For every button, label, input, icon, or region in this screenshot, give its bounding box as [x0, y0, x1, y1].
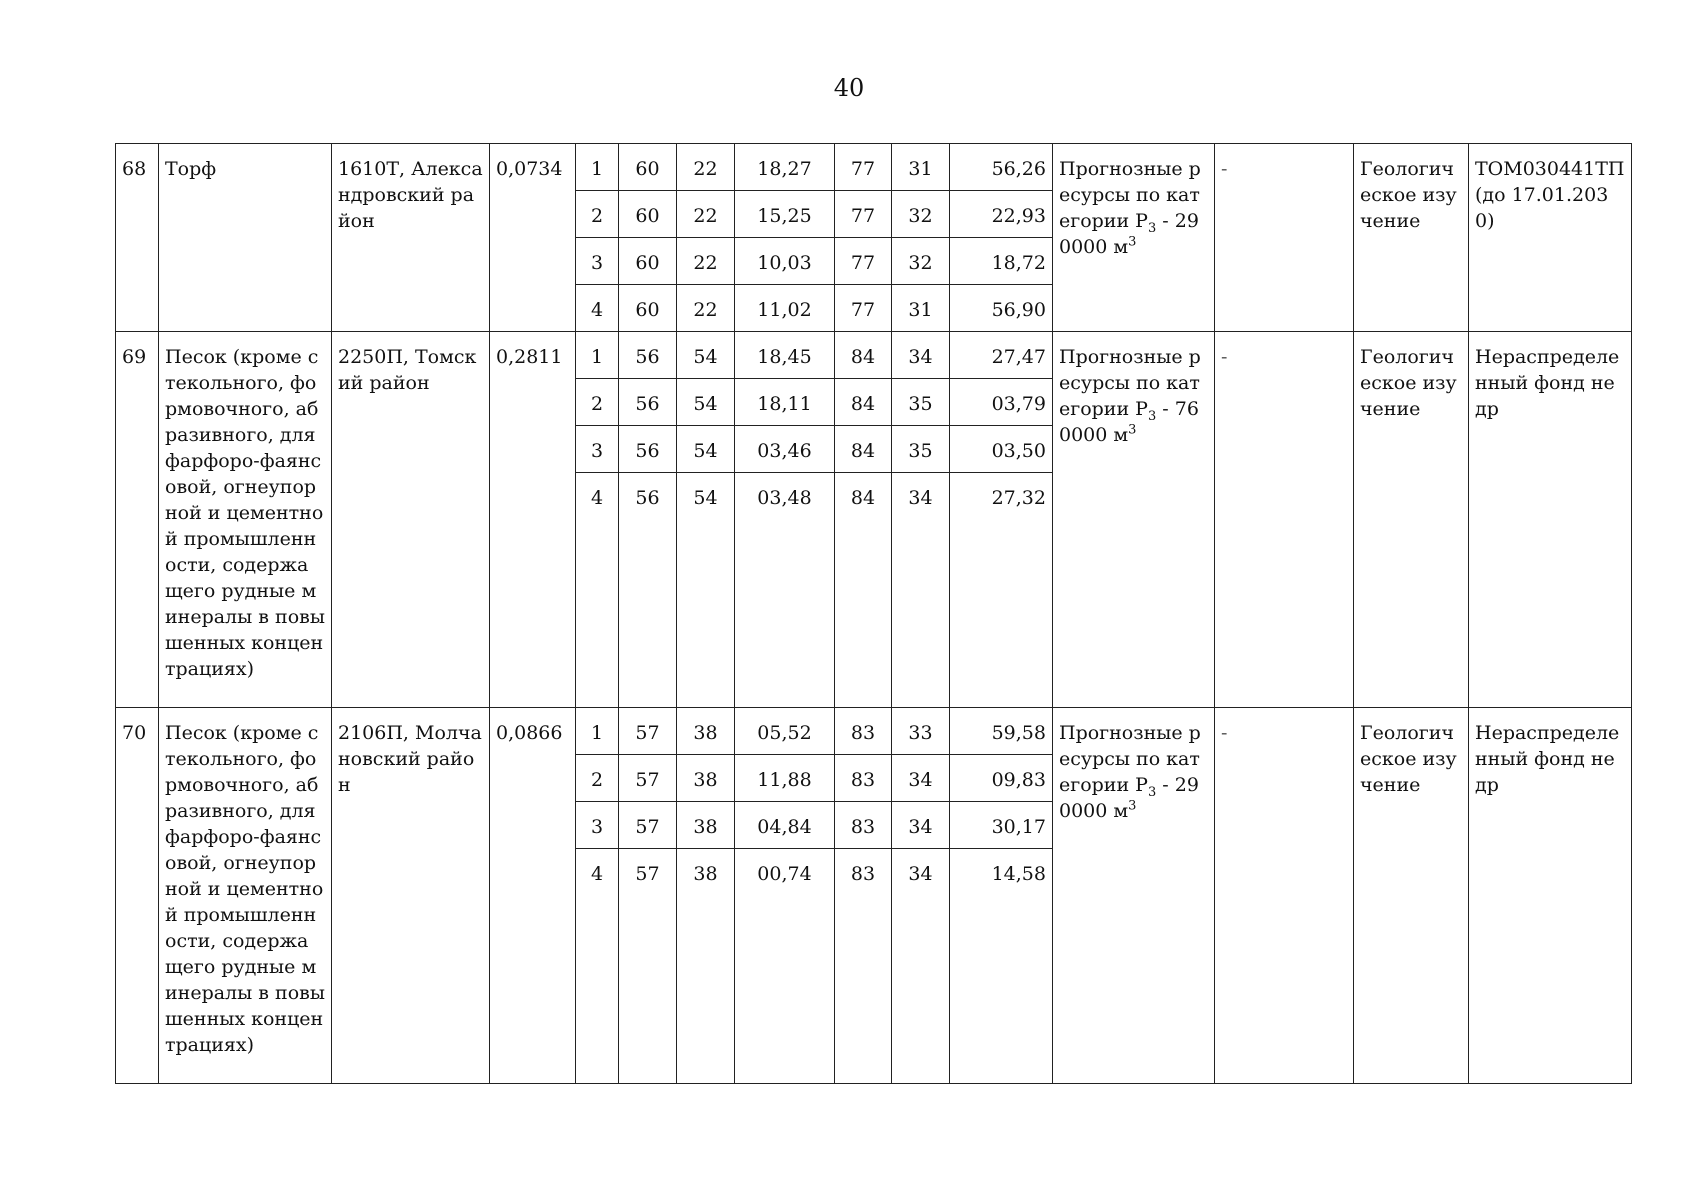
resources-value: - 290000 м	[1059, 774, 1199, 822]
longitude-degrees: 83	[835, 755, 892, 802]
latitude-seconds: 18,11	[735, 379, 835, 426]
row-id: 69	[116, 332, 159, 708]
latitude-seconds: 11,88	[735, 755, 835, 802]
resources-unit-superscript: 3	[1128, 798, 1137, 814]
longitude-degrees: 77	[835, 144, 892, 191]
point-number: 3	[576, 802, 619, 849]
license-status: ТОМ030441ТП (до 17.01.2030)	[1469, 144, 1632, 332]
license-status: Нераспределенный фонд недр	[1469, 332, 1632, 708]
longitude-minutes: 35	[892, 426, 950, 473]
latitude-minutes: 54	[677, 332, 735, 379]
latitude-degrees: 56	[619, 426, 677, 473]
longitude-minutes: 32	[892, 238, 950, 285]
mineral-name: Песок (кроме стекольного, формовочного, абразивного, для фарфоро-фаянсовой, огнеупорной и цементной промышленности, содержащего рудные минералы в повышенных концентрациях)	[159, 332, 332, 708]
longitude-minutes: 34	[892, 332, 950, 379]
resources-prefix: Прогнозные ресурсы по категории P	[1059, 346, 1201, 420]
longitude-minutes: 33	[892, 708, 950, 755]
latitude-degrees: 60	[619, 191, 677, 238]
resources-value: - 290000 м	[1059, 210, 1199, 258]
longitude-minutes: 35	[892, 379, 950, 426]
license-status: Нераспределенный фонд недр	[1469, 708, 1632, 1084]
latitude-seconds: 10,03	[735, 238, 835, 285]
forecast-resources	[1053, 144, 1215, 332]
longitude-minutes: 34	[892, 849, 950, 1084]
latitude-minutes: 38	[677, 849, 735, 1084]
point-number: 2	[576, 191, 619, 238]
latitude-minutes: 54	[677, 426, 735, 473]
longitude-seconds: 09,83	[950, 755, 1053, 802]
longitude-degrees: 84	[835, 379, 892, 426]
table-row	[116, 708, 1632, 755]
latitude-seconds: 05,52	[735, 708, 835, 755]
table-row	[116, 332, 1632, 379]
latitude-minutes: 54	[677, 379, 735, 426]
latitude-seconds: 04,84	[735, 802, 835, 849]
subsoil-registry-table	[115, 143, 1632, 1084]
longitude-seconds: 14,58	[950, 849, 1053, 1084]
point-number: 4	[576, 285, 619, 332]
row-id: 68	[116, 144, 159, 332]
latitude-degrees: 57	[619, 802, 677, 849]
resources-category-subscript: 3	[1147, 220, 1157, 236]
page-number: 40	[833, 74, 865, 102]
latitude-degrees: 60	[619, 285, 677, 332]
point-number: 4	[576, 849, 619, 1084]
latitude-degrees: 57	[619, 708, 677, 755]
longitude-minutes: 31	[892, 144, 950, 191]
resources-unit-superscript: 3	[1128, 234, 1137, 250]
empty-dash: -	[1215, 144, 1354, 332]
mineral-name: Песок (кроме стекольного, формовочного, абразивного, для фарфоро-фаянсовой, огнеупорной и цементной промышленности, содержащего рудные минералы в повышенных концентрациях)	[159, 708, 332, 1084]
latitude-seconds: 11,02	[735, 285, 835, 332]
site-area: 0,0734	[490, 144, 576, 332]
longitude-seconds: 27,47	[950, 332, 1053, 379]
point-number: 4	[576, 473, 619, 708]
longitude-seconds: 27,32	[950, 473, 1053, 708]
empty-dash: -	[1215, 708, 1354, 1084]
point-number: 1	[576, 144, 619, 191]
usage-purpose: Геологическое изучение	[1354, 144, 1469, 332]
longitude-minutes: 31	[892, 285, 950, 332]
latitude-degrees: 56	[619, 379, 677, 426]
latitude-minutes: 54	[677, 473, 735, 708]
forecast-resources	[1053, 332, 1215, 708]
latitude-degrees: 56	[619, 332, 677, 379]
site-location: 2106П, Молчановский район	[332, 708, 490, 1084]
latitude-minutes: 38	[677, 708, 735, 755]
longitude-minutes: 34	[892, 473, 950, 708]
longitude-degrees: 83	[835, 708, 892, 755]
latitude-minutes: 22	[677, 144, 735, 191]
longitude-seconds: 22,93	[950, 191, 1053, 238]
empty-dash: -	[1215, 332, 1354, 708]
longitude-degrees: 84	[835, 426, 892, 473]
longitude-minutes: 34	[892, 755, 950, 802]
usage-purpose: Геологическое изучение	[1354, 708, 1469, 1084]
latitude-seconds: 03,48	[735, 473, 835, 708]
resources-category-subscript: 3	[1147, 784, 1157, 800]
longitude-seconds: 18,72	[950, 238, 1053, 285]
latitude-seconds: 03,46	[735, 426, 835, 473]
latitude-degrees: 60	[619, 238, 677, 285]
site-area: 0,0866	[490, 708, 576, 1084]
latitude-seconds: 18,27	[735, 144, 835, 191]
resources-prefix: Прогнозные ресурсы по категории P	[1059, 722, 1201, 796]
point-number: 2	[576, 755, 619, 802]
longitude-degrees: 77	[835, 191, 892, 238]
row-id: 70	[116, 708, 159, 1084]
point-number: 3	[576, 238, 619, 285]
longitude-degrees: 84	[835, 473, 892, 708]
longitude-minutes: 32	[892, 191, 950, 238]
point-number: 2	[576, 379, 619, 426]
latitude-minutes: 22	[677, 238, 735, 285]
site-location: 1610Т, Александровский район	[332, 144, 490, 332]
latitude-degrees: 56	[619, 473, 677, 708]
latitude-minutes: 22	[677, 285, 735, 332]
point-number: 3	[576, 426, 619, 473]
latitude-minutes: 38	[677, 755, 735, 802]
site-location: 2250П, Томский район	[332, 332, 490, 708]
longitude-seconds: 30,17	[950, 802, 1053, 849]
longitude-seconds: 56,26	[950, 144, 1053, 191]
resources-value: - 760000 м	[1059, 398, 1199, 446]
point-number: 1	[576, 332, 619, 379]
table-row	[116, 144, 1632, 191]
latitude-seconds: 00,74	[735, 849, 835, 1084]
longitude-degrees: 77	[835, 285, 892, 332]
longitude-seconds: 59,58	[950, 708, 1053, 755]
resources-category-subscript: 3	[1147, 408, 1157, 424]
site-area: 0,2811	[490, 332, 576, 708]
latitude-degrees: 57	[619, 755, 677, 802]
point-number: 1	[576, 708, 619, 755]
longitude-seconds: 56,90	[950, 285, 1053, 332]
latitude-minutes: 22	[677, 191, 735, 238]
latitude-degrees: 60	[619, 144, 677, 191]
latitude-minutes: 38	[677, 802, 735, 849]
longitude-degrees: 77	[835, 238, 892, 285]
resources-prefix: Прогнозные ресурсы по категории P	[1059, 158, 1201, 232]
longitude-degrees: 83	[835, 849, 892, 1084]
longitude-minutes: 34	[892, 802, 950, 849]
forecast-resources	[1053, 708, 1215, 1084]
longitude-degrees: 84	[835, 332, 892, 379]
longitude-seconds: 03,79	[950, 379, 1053, 426]
latitude-seconds: 15,25	[735, 191, 835, 238]
longitude-seconds: 03,50	[950, 426, 1053, 473]
usage-purpose: Геологическое изучение	[1354, 332, 1469, 708]
latitude-degrees: 57	[619, 849, 677, 1084]
latitude-seconds: 18,45	[735, 332, 835, 379]
mineral-name: Торф	[159, 144, 332, 332]
longitude-degrees: 83	[835, 802, 892, 849]
resources-unit-superscript: 3	[1128, 422, 1137, 438]
